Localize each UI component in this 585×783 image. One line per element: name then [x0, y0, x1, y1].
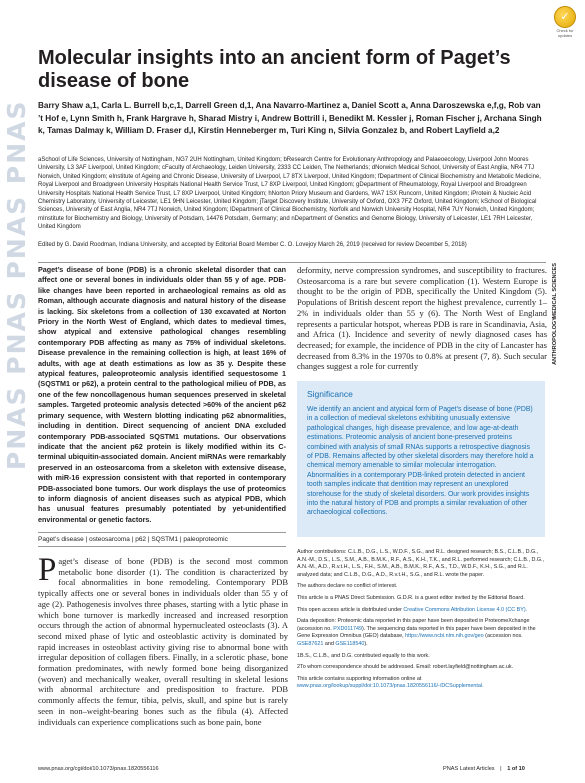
deposition-text: ). — [364, 640, 368, 647]
supporting-info-note — [297, 676, 549, 691]
author-contributions: Author contributions: C.L.B., D.G., L.S., W.D.F., S.G., and R.L. designed research; B.S., C.L.B., D.G., A.N.-M., D.S., L.S., S.M., A.B., B.M.K., R.F., A.S., K.H., T.K., and R.L. performed research; C.L.B., D.G., A.N.-M., A.D., R.v.t.H., L.S., F.H., S.M., A.B., B.M.K., R.F., A.S., T.D., W.D.F., K.H., S.G., and R.L. analyzed data; and C.L.B., D.G., A.D., R.v.t.H., S.G., and R.L. wrote the paper. — [297, 549, 545, 578]
page-number: 1 of 10 — [507, 766, 525, 772]
direct-submission-note: This article is a PNAS Direct Submission. G.D.R. is a guest editor invited by the Editorial Board. — [297, 594, 525, 601]
divider — [38, 546, 286, 547]
pnas-logo: PNAS PNAS PNAS PNAS — [2, 99, 31, 470]
check-updates-icon: ✓ — [554, 6, 576, 28]
geo-accession-link[interactable]: GSE87621 — [297, 640, 324, 647]
proteomexchange-link[interactable]: PXD011749 — [333, 625, 362, 632]
significance-text: We identify an ancient and atypical form of Paget’s disease of bone (PDB) in a collection of medieval skeletons exhibiting unusually extensive pathological changes, high disease prevalence, and low age-at-death estimations. Proteomic analysis of ancient bone-preserved proteins combined with analysis of small RNAs supports a retrospective diagnosis of PDB. Remains affected by other skeletal disorders may therefore hold a chemical memory amenable to similar molecular interrogation. Abnormalities in a contemporary PDB-linked protein detected in ancient tooth samples indicate that dentition may represent an unexplored storehouse for the study of skeletal disorders. Our work provides insights into the natural history of PDB and prompts a similar revaluation of other archaeological collections. — [307, 406, 534, 517]
equal-contribution-note: 1B.S., C.L.B., and D.G. contributed equally to this work. — [297, 652, 430, 659]
intro-body: aget’s disease of bone (PDB) is the second most common metabolic bone disorder (1). The condition is characterized by focal abnormalities in bone remodeling. Contemporary PDB typically affects one or several bones in individuals older than 55 y of age (2). Pathogenesis involves three phases, starting with a lytic phase in which bone turnover is markedly increased and increased resorption occurs through the action of abnormal hypernucleated osteoclasts (3). A second mixed phase of lytic and osteoblastic activity is dominated by rapid increases in osteoblast activity giving rise to abnormal bone with irregular deposition of collagen fibers. Finally, in a sclerotic phase, bone formation predominates, with newly formed bone being disorganized (woven) and mechanically weaker, overall resulting in skeletal lesions with abnormal architecture and predisposition to fracture. PDB commonly affects the femur, tibia, pelvis, skull, and spine but is rarely seen in non–weight-bearing bones such as the fibula (4). Affected individuals can experience complications such as bone pain, bone — [38, 556, 288, 727]
footer-journal-label — [443, 766, 525, 772]
data-deposition-note — [297, 618, 549, 648]
body-text-continued: deformity, nerve compression syndromes, and susceptibility to fractures. Osteosarcoma is a rare but severe complication (1). Western Europe is thought to be the origin of PDB, specifically the United Kingdom (5). Populations of British descent report the highest prevalence, currently 1–2% in individuals older than 55 y (6). The North West of England represents a particular hotspot, whereas PDB is rare in Scandinavia, Asia, and Africa (1). Incidence and severity of newly diagnosed cases has decreased; for example, the incidence of PDB in the city of Lancaster has decreased from 8.3% in the 1970s to 0.8% at present (7, 8). Such secular changes suggest a role for currently — [297, 265, 547, 372]
article-notes — [297, 549, 549, 695]
edited-by: Edited by G. David Roodman, Indiana University, and accepted by Editorial Board Member C. O. Lovejoy March 26, 2019 (received for review December 5, 2018) — [38, 242, 467, 248]
significance-heading: Significance — [307, 389, 353, 399]
footer-journal: PNAS Latest Articles — [443, 766, 495, 772]
supporting-text: This article contains supporting information online at — [297, 675, 422, 682]
anthropology-label: ANTHROPOLOGY — [552, 317, 558, 365]
affiliations: aSchool of Life Sciences, University of Nottingham, NG7 2UH Nottingham, United Kingdom; bResearch Centre for Evolutionary Anthropology and Palaeoecology, Liverpool John Moores University, L3 3AF Liverpool, United Kingdom; cFaculty of Archaeology, Leiden University, 2333 CC Leiden, The Netherlands; dNorwich Medical School, University of East Anglia, NR4 7TJ Norwich, United Kingdom; eInstitute of Ageing and Chronic Disease, University of Liverpool, L7 8TX Liverpool, United Kingdom; fDepartment of Clinical Biochemistry and Metabolic Medicine, Royal Liverpool and Broadgreen University Hospitals National Health Service Trust, L7 8XP Liverpool, United Kingdom; gDepartment of Rheumatology, Royal Liverpool and Broadgreen University Hospitals National Health Service Trust, L7 8XP Liverpool, United Kingdom; hNorton Priory Museum and Gardens, WA7 1SX Runcorn, United Kingdom; iProtein & Nucleic Acid Chemistry Laboratory, University of Leicester, LE1 9HN Leicester, United Kingdom; jTarget Discovery Institute, University of Oxford, OX3 7FZ Oxford, United Kingdom; kSchool of Biological Sciences, University of East Anglia, NR4 7TJ Norwich, United Kingdom; lDepartment of Clinical Biochemistry, Norfolk and Norwich University Hospital, NR4 7UY Norwich, United Kingdom; mInstitute for Biochemistry and Biology, University of Potsdam, 14476 Potsdam, Germany; and nDepartment of Genetics and Genome Biology, University of Leicester, LE1 7RH Leicester, United Kingdom — [38, 157, 541, 231]
divider — [38, 532, 286, 533]
supporting-info-link[interactable]: www.pnas.org/lookup/suppl/doi:10.1073/pnas.1820556116/-/DCSupplemental. — [297, 683, 484, 690]
check-for-updates-badge[interactable] — [552, 6, 578, 36]
drop-cap: P — [38, 552, 57, 588]
significance-box — [297, 381, 545, 537]
article-title: Molecular insights into an ancient form of Paget’s disease of bone — [38, 47, 511, 92]
deposition-text: Data deposition: Proteomic data reported in this paper have been deposited in ProteomeXchange (accession no. — [297, 618, 530, 632]
open-access-text: This open access article is distributed under — [297, 606, 404, 613]
check-updates-label: Check for updates — [556, 28, 574, 38]
footer-doi[interactable]: www.pnas.org/cgi/doi/10.1073/pnas.1820556116 — [38, 766, 159, 772]
geo-link[interactable]: https://www.ncbi.nlm.nih.gov/geo — [405, 633, 484, 640]
keywords: Paget’s disease | osteosarcoma | p62 | SQSTM1 | paleoproteomic — [38, 536, 228, 543]
deposition-text: ). The sequencing data reported in this paper have been deposited in the Gene Expression Omnibus (GEO) database, — [297, 625, 536, 640]
abstract: Paget’s disease of bone (PDB) is a chronic skeletal disorder that can affect one or several bones in individuals older than 55 y of age. PDB-like changes have been reported in archaeological remains as old as Roman, although accurate diagnosis and natural history of the disease is lacking. Six skeletons from a collection of 130 excavated at Norton Priory in the North West of England, which dates to medieval times, show atypical and extensive pathological changes resembling contemporary PDB affecting as many as 75% of individual skeletons. Disease prevalence in the remaining collection is high, at least 16% of adults, with age at death estimations as low as 35 y. Despite these atypical features, paleoproteomic analysis identified sequestosome 1 (SQSTM1 or p62), a protein central to the pathological milieu of PDB, as one of the few noncollagenous human sequences preserved in skeletal samples. Targeted proteomic analysis detected >60% of the ancient p62 primary sequence, with Western blotting indicating p62 abnormalities, including in dentition. Direct sequencing of ancient DNA excluded contemporary PDB-associated SQSTM1 mutations. Our observations indicate that the ancient p62 protein is likely modified within its C-terminal ubiquitin-associated domain. Ancient miRNAs were remarkably preserved in an osteosarcoma from a skeleton with extensive disease, with miR-16 expression consistent with that reported in contemporary PDB-associated bone tumors. Our work displays the use of proteomics to inform diagnosis of ancient diseases such as atypical PDB, which has unusual features presumably potentiated by yet-unidentified environmental or genetic factors. — [38, 265, 286, 524]
conflict-statement: The authors declare no conflict of interest. — [297, 583, 398, 590]
footer-separator: | — [500, 766, 502, 772]
correspondence-note: 2To whom correspondence should be addressed. Email: robert.layfield@nottingham.ac.uk. — [297, 664, 514, 671]
deposition-text: and — [323, 640, 336, 647]
license-link[interactable]: Creative Commons Attribution License 4.0 (CC BY). — [403, 606, 528, 613]
divider — [38, 262, 546, 263]
introduction-text — [38, 552, 288, 727]
geo-accession-link[interactable]: GSE118540 — [335, 640, 365, 647]
author-list: Barry Shaw a,1, Carla L. Burrell b,c,1, Darrell Green d,1, Ana Navarro-Martinez a, Daniel Scott a, Anna Daroszewska e,f,g, Rob van ’t Hof e, Lynn Smith h, Frank Hargrave h, Sharad Mistry i, Andrew Bottrill i, Benedikt M. Kessler j, Roman Fischer j, Archana Singh k, Tamas Dalmay k, William D. Fraser d,l, Kirstin Henneberger m, Turi King n, Silvia Gonzalez b, and Robert Layfield a,2 — [38, 101, 542, 135]
deposition-text: (accession nos. — [483, 633, 523, 640]
open-access-note — [297, 607, 549, 615]
medical-sciences-label: MEDICAL SCIENCES — [552, 263, 558, 319]
